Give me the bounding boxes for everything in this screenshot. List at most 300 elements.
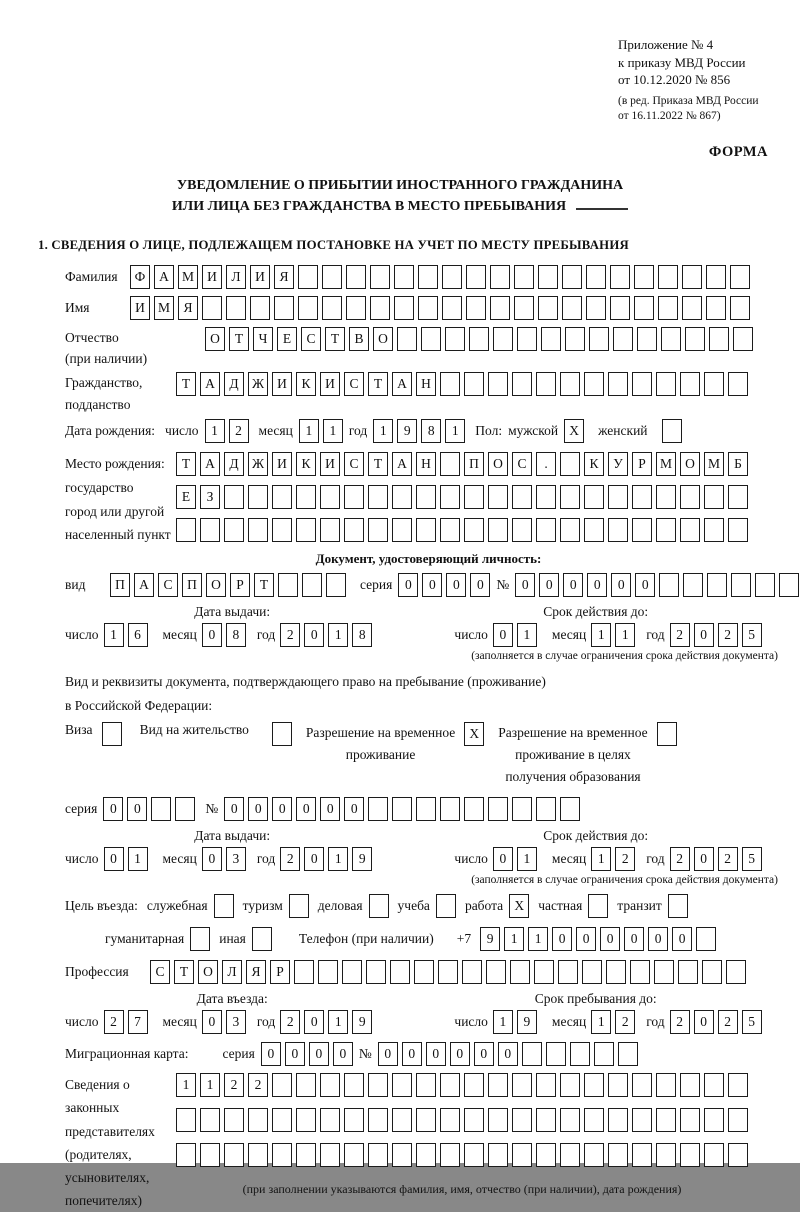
char-box[interactable]: 1 [591, 847, 611, 871]
char-box[interactable]: 0 [648, 927, 668, 951]
residence-issue-month[interactable] [202, 847, 246, 871]
char-box[interactable] [416, 797, 436, 821]
patronymic-input[interactable] [205, 327, 753, 351]
purpose-other-checkbox[interactable] [252, 927, 272, 951]
char-box[interactable] [416, 485, 436, 509]
char-box[interactable] [368, 518, 388, 542]
option-visa-checkbox[interactable] [102, 722, 122, 746]
char-box[interactable] [392, 797, 412, 821]
char-box[interactable] [637, 327, 657, 351]
char-box[interactable] [392, 485, 412, 509]
char-box[interactable]: 0 [600, 927, 620, 951]
char-box[interactable] [730, 296, 750, 320]
char-box[interactable] [464, 372, 484, 396]
char-box[interactable] [464, 1073, 484, 1097]
char-box[interactable] [608, 485, 628, 509]
birth-year-input[interactable] [373, 419, 465, 443]
char-box[interactable]: 1 [200, 1073, 220, 1097]
char-box[interactable]: 0 [576, 927, 596, 951]
char-box[interactable]: 0 [672, 927, 692, 951]
char-box[interactable]: 0 [202, 1010, 222, 1034]
char-box[interactable]: 2 [615, 847, 635, 871]
doc-valid-day[interactable] [493, 623, 537, 647]
char-box[interactable] [696, 927, 716, 951]
char-box[interactable]: 2 [224, 1073, 244, 1097]
char-box[interactable]: 2 [718, 1010, 738, 1034]
char-box[interactable]: 0 [304, 623, 324, 647]
option-temp-residence-checkbox[interactable] [464, 722, 484, 746]
char-box[interactable]: 0 [552, 927, 572, 951]
char-box[interactable]: 2 [615, 1010, 635, 1034]
char-box[interactable]: 2 [248, 1073, 268, 1097]
char-box[interactable] [440, 1073, 460, 1097]
char-box[interactable] [344, 485, 364, 509]
char-box[interactable] [464, 518, 484, 542]
surname-input[interactable] [130, 265, 750, 289]
doc-issue-day[interactable] [104, 623, 148, 647]
char-box[interactable] [656, 372, 676, 396]
char-box[interactable] [397, 327, 417, 351]
char-box[interactable] [320, 485, 340, 509]
char-box[interactable]: 2 [229, 419, 249, 443]
char-box[interactable]: 3 [226, 847, 246, 871]
char-box[interactable]: Н [416, 372, 436, 396]
char-box[interactable]: О [373, 327, 393, 351]
char-box[interactable]: 0 [694, 1010, 714, 1034]
char-box[interactable]: 1 [205, 419, 225, 443]
char-box[interactable] [680, 1108, 700, 1132]
char-box[interactable] [488, 485, 508, 509]
char-box[interactable]: П [464, 452, 484, 476]
char-box[interactable] [176, 1143, 196, 1167]
char-box[interactable]: М [154, 296, 174, 320]
residence-issue-day[interactable] [104, 847, 148, 871]
char-box[interactable] [326, 573, 346, 597]
char-box[interactable]: 0 [624, 927, 644, 951]
char-box[interactable]: С [512, 452, 532, 476]
char-box[interactable] [658, 296, 678, 320]
char-box[interactable] [608, 372, 628, 396]
char-box[interactable] [272, 518, 292, 542]
char-box[interactable] [582, 960, 602, 984]
representatives-input-row2[interactable] [176, 1108, 748, 1132]
char-box[interactable] [726, 960, 746, 984]
char-box[interactable] [272, 1073, 292, 1097]
residence-issue-year[interactable] [280, 847, 372, 871]
char-box[interactable]: Д [224, 372, 244, 396]
char-box[interactable]: В [349, 327, 369, 351]
char-box[interactable] [534, 960, 554, 984]
char-box[interactable] [634, 265, 654, 289]
char-box[interactable] [588, 894, 608, 918]
char-box[interactable]: 1 [493, 1010, 513, 1034]
char-box[interactable] [730, 265, 750, 289]
char-box[interactable] [594, 1042, 614, 1066]
birth-day-input[interactable] [205, 419, 249, 443]
doc-kind-input[interactable] [110, 573, 346, 597]
char-box[interactable]: Т [176, 452, 196, 476]
char-box[interactable]: 2 [670, 847, 690, 871]
char-box[interactable]: 0 [611, 573, 631, 597]
char-box[interactable]: 0 [402, 1042, 422, 1066]
char-box[interactable]: Т [368, 452, 388, 476]
char-box[interactable] [342, 960, 362, 984]
residence-valid-year[interactable] [670, 847, 762, 871]
char-box[interactable]: З [200, 485, 220, 509]
char-box[interactable] [731, 573, 751, 597]
char-box[interactable]: 3 [226, 1010, 246, 1034]
char-box[interactable] [366, 960, 386, 984]
char-box[interactable]: 0 [344, 797, 364, 821]
char-box[interactable]: 0 [635, 573, 655, 597]
char-box[interactable] [656, 518, 676, 542]
char-box[interactable] [656, 1108, 676, 1132]
char-box[interactable]: 2 [280, 847, 300, 871]
char-box[interactable] [630, 960, 650, 984]
char-box[interactable]: 0 [398, 573, 418, 597]
representatives-input-row1[interactable] [176, 1073, 748, 1097]
char-box[interactable]: С [344, 372, 364, 396]
char-box[interactable] [706, 265, 726, 289]
sex-female-checkbox[interactable] [662, 419, 682, 443]
char-box[interactable] [298, 296, 318, 320]
migration-number-input[interactable] [378, 1042, 638, 1066]
char-box[interactable] [224, 1143, 244, 1167]
char-box[interactable] [661, 327, 681, 351]
char-box[interactable] [440, 518, 460, 542]
char-box[interactable]: 0 [493, 847, 513, 871]
char-box[interactable] [493, 327, 513, 351]
char-box[interactable] [278, 573, 298, 597]
char-box[interactable] [704, 1108, 724, 1132]
char-box[interactable] [680, 1143, 700, 1167]
char-box[interactable]: С [301, 327, 321, 351]
char-box[interactable] [728, 372, 748, 396]
char-box[interactable]: О [198, 960, 218, 984]
char-box[interactable] [536, 372, 556, 396]
char-box[interactable]: Т [368, 372, 388, 396]
char-box[interactable] [584, 518, 604, 542]
char-box[interactable] [613, 327, 633, 351]
char-box[interactable] [560, 1073, 580, 1097]
char-box[interactable]: 0 [446, 573, 466, 597]
char-box[interactable]: 2 [718, 623, 738, 647]
purpose-study-checkbox[interactable] [436, 894, 456, 918]
char-box[interactable] [584, 1143, 604, 1167]
char-box[interactable]: П [182, 573, 202, 597]
birthplace-input-row3[interactable] [176, 518, 748, 542]
char-box[interactable]: 0 [493, 623, 513, 647]
char-box[interactable] [486, 960, 506, 984]
char-box[interactable] [346, 296, 366, 320]
char-box[interactable] [656, 1073, 676, 1097]
char-box[interactable] [320, 518, 340, 542]
stay-month[interactable] [591, 1010, 635, 1034]
char-box[interactable] [538, 296, 558, 320]
char-box[interactable] [704, 518, 724, 542]
char-box[interactable] [438, 960, 458, 984]
char-box[interactable]: И [320, 372, 340, 396]
char-box[interactable]: 0 [539, 573, 559, 597]
char-box[interactable] [368, 1143, 388, 1167]
char-box[interactable] [755, 573, 775, 597]
char-box[interactable]: О [205, 327, 225, 351]
residence-series-input[interactable] [103, 797, 195, 821]
char-box[interactable] [368, 1073, 388, 1097]
char-box[interactable] [560, 1143, 580, 1167]
char-box[interactable] [416, 1143, 436, 1167]
char-box[interactable]: М [704, 452, 724, 476]
char-box[interactable] [416, 1108, 436, 1132]
char-box[interactable] [392, 518, 412, 542]
char-box[interactable]: 1 [176, 1073, 196, 1097]
char-box[interactable]: Д [224, 452, 244, 476]
char-box[interactable]: 5 [742, 847, 762, 871]
doc-issue-year[interactable] [280, 623, 372, 647]
char-box[interactable] [175, 797, 195, 821]
char-box[interactable] [702, 960, 722, 984]
char-box[interactable] [488, 1143, 508, 1167]
char-box[interactable]: 2 [104, 1010, 124, 1034]
char-box[interactable]: 9 [397, 419, 417, 443]
char-box[interactable] [488, 1108, 508, 1132]
option-residence-permit-checkbox[interactable] [272, 722, 292, 746]
char-box[interactable] [560, 518, 580, 542]
phone-input[interactable] [480, 927, 716, 951]
char-box[interactable]: 1 [328, 847, 348, 871]
char-box[interactable]: 1 [328, 1010, 348, 1034]
char-box[interactable]: Р [632, 452, 652, 476]
char-box[interactable] [546, 1042, 566, 1066]
char-box[interactable] [394, 265, 414, 289]
char-box[interactable] [512, 1143, 532, 1167]
char-box[interactable] [589, 327, 609, 351]
char-box[interactable] [678, 960, 698, 984]
char-box[interactable]: 1 [373, 419, 393, 443]
char-box[interactable] [536, 797, 556, 821]
char-box[interactable] [214, 894, 234, 918]
char-box[interactable] [368, 797, 388, 821]
char-box[interactable] [704, 1073, 724, 1097]
char-box[interactable] [320, 1108, 340, 1132]
char-box[interactable]: 5 [742, 1010, 762, 1034]
birth-month-input[interactable] [299, 419, 343, 443]
char-box[interactable]: О [680, 452, 700, 476]
char-box[interactable] [606, 960, 626, 984]
char-box[interactable]: 6 [128, 623, 148, 647]
doc-number-input[interactable] [515, 573, 799, 597]
char-box[interactable]: 1 [517, 847, 537, 871]
char-box[interactable] [610, 265, 630, 289]
char-box[interactable]: 0 [498, 1042, 518, 1066]
char-box[interactable]: 0 [261, 1042, 281, 1066]
char-box[interactable]: 1 [128, 847, 148, 871]
char-box[interactable]: 9 [352, 847, 372, 871]
char-box[interactable] [392, 1073, 412, 1097]
char-box[interactable]: 0 [450, 1042, 470, 1066]
char-box[interactable] [706, 296, 726, 320]
char-box[interactable]: 1 [591, 623, 611, 647]
char-box[interactable]: Ч [253, 327, 273, 351]
char-box[interactable]: 1 [615, 623, 635, 647]
char-box[interactable] [488, 1073, 508, 1097]
char-box[interactable] [680, 372, 700, 396]
char-box[interactable] [584, 1108, 604, 1132]
char-box[interactable] [584, 1073, 604, 1097]
profession-input[interactable] [150, 960, 746, 984]
char-box[interactable]: А [392, 372, 412, 396]
char-box[interactable]: Т [174, 960, 194, 984]
char-box[interactable]: 0 [470, 573, 490, 597]
char-box[interactable]: А [200, 452, 220, 476]
char-box[interactable]: И [250, 265, 270, 289]
char-box[interactable]: С [344, 452, 364, 476]
char-box[interactable] [151, 797, 171, 821]
char-box[interactable] [704, 372, 724, 396]
char-box[interactable] [298, 265, 318, 289]
char-box[interactable] [414, 960, 434, 984]
char-box[interactable]: Е [176, 485, 196, 509]
char-box[interactable] [464, 485, 484, 509]
char-box[interactable]: 0 [224, 797, 244, 821]
char-box[interactable] [462, 960, 482, 984]
char-box[interactable] [728, 518, 748, 542]
char-box[interactable]: 1 [517, 623, 537, 647]
char-box[interactable] [512, 372, 532, 396]
char-box[interactable]: 0 [248, 797, 268, 821]
char-box[interactable] [562, 265, 582, 289]
char-box[interactable]: И [272, 452, 292, 476]
char-box[interactable] [560, 485, 580, 509]
char-box[interactable] [320, 1143, 340, 1167]
char-box[interactable]: 0 [587, 573, 607, 597]
char-box[interactable]: X [564, 419, 584, 443]
char-box[interactable] [392, 1143, 412, 1167]
char-box[interactable] [656, 485, 676, 509]
char-box[interactable] [296, 518, 316, 542]
char-box[interactable] [608, 1143, 628, 1167]
char-box[interactable] [709, 327, 729, 351]
char-box[interactable] [322, 265, 342, 289]
char-box[interactable] [685, 327, 705, 351]
char-box[interactable]: 0 [309, 1042, 329, 1066]
char-box[interactable] [176, 1108, 196, 1132]
char-box[interactable] [632, 372, 652, 396]
char-box[interactable] [289, 894, 309, 918]
char-box[interactable]: Ж [248, 372, 268, 396]
char-box[interactable] [632, 1108, 652, 1132]
char-box[interactable] [608, 1073, 628, 1097]
char-box[interactable] [512, 518, 532, 542]
char-box[interactable] [657, 722, 677, 746]
char-box[interactable] [224, 518, 244, 542]
char-box[interactable] [512, 797, 532, 821]
char-box[interactable]: 7 [128, 1010, 148, 1034]
char-box[interactable] [370, 296, 390, 320]
char-box[interactable] [418, 265, 438, 289]
char-box[interactable] [632, 1143, 652, 1167]
char-box[interactable] [728, 1073, 748, 1097]
char-box[interactable] [296, 1073, 316, 1097]
char-box[interactable] [274, 296, 294, 320]
char-box[interactable]: 9 [480, 927, 500, 951]
char-box[interactable] [248, 518, 268, 542]
char-box[interactable] [512, 1108, 532, 1132]
char-box[interactable] [250, 296, 270, 320]
char-box[interactable] [707, 573, 727, 597]
char-box[interactable] [562, 296, 582, 320]
name-input[interactable] [130, 296, 750, 320]
citizenship-input[interactable] [176, 372, 748, 396]
char-box[interactable] [294, 960, 314, 984]
char-box[interactable] [440, 452, 460, 476]
char-box[interactable]: 1 [104, 623, 124, 647]
char-box[interactable]: 0 [320, 797, 340, 821]
char-box[interactable]: К [296, 372, 316, 396]
char-box[interactable] [558, 960, 578, 984]
char-box[interactable] [538, 265, 558, 289]
entry-day[interactable] [104, 1010, 148, 1034]
char-box[interactable]: 0 [304, 847, 324, 871]
char-box[interactable]: 1 [323, 419, 343, 443]
purpose-private-checkbox[interactable] [588, 894, 608, 918]
char-box[interactable]: О [206, 573, 226, 597]
char-box[interactable] [510, 960, 530, 984]
char-box[interactable]: 0 [202, 623, 222, 647]
char-box[interactable]: 1 [504, 927, 524, 951]
char-box[interactable] [344, 1108, 364, 1132]
char-box[interactable] [202, 296, 222, 320]
char-box[interactable]: Р [270, 960, 290, 984]
char-box[interactable] [608, 518, 628, 542]
char-box[interactable]: А [392, 452, 412, 476]
char-box[interactable] [536, 518, 556, 542]
char-box[interactable] [318, 960, 338, 984]
char-box[interactable] [704, 1143, 724, 1167]
char-box[interactable] [190, 927, 210, 951]
char-box[interactable] [584, 485, 604, 509]
char-box[interactable] [668, 894, 688, 918]
char-box[interactable] [560, 452, 580, 476]
doc-valid-year[interactable] [670, 623, 762, 647]
doc-valid-month[interactable] [591, 623, 635, 647]
char-box[interactable] [440, 797, 460, 821]
char-box[interactable] [656, 1143, 676, 1167]
char-box[interactable]: 1 [591, 1010, 611, 1034]
char-box[interactable]: 1 [328, 623, 348, 647]
char-box[interactable]: Я [246, 960, 266, 984]
char-box[interactable]: 0 [202, 847, 222, 871]
purpose-humanitarian-checkbox[interactable] [190, 927, 210, 951]
char-box[interactable]: Ж [248, 452, 268, 476]
stay-year[interactable] [670, 1010, 762, 1034]
residence-valid-day[interactable] [493, 847, 537, 871]
char-box[interactable]: Е [277, 327, 297, 351]
char-box[interactable] [252, 927, 272, 951]
char-box[interactable] [442, 296, 462, 320]
char-box[interactable] [344, 518, 364, 542]
char-box[interactable] [421, 327, 441, 351]
char-box[interactable] [512, 1073, 532, 1097]
char-box[interactable] [466, 296, 486, 320]
entry-year[interactable] [280, 1010, 372, 1034]
char-box[interactable]: 8 [352, 623, 372, 647]
char-box[interactable]: 0 [103, 797, 123, 821]
char-box[interactable] [490, 265, 510, 289]
char-box[interactable]: 2 [670, 1010, 690, 1034]
char-box[interactable]: 0 [272, 797, 292, 821]
char-box[interactable] [392, 1108, 412, 1132]
